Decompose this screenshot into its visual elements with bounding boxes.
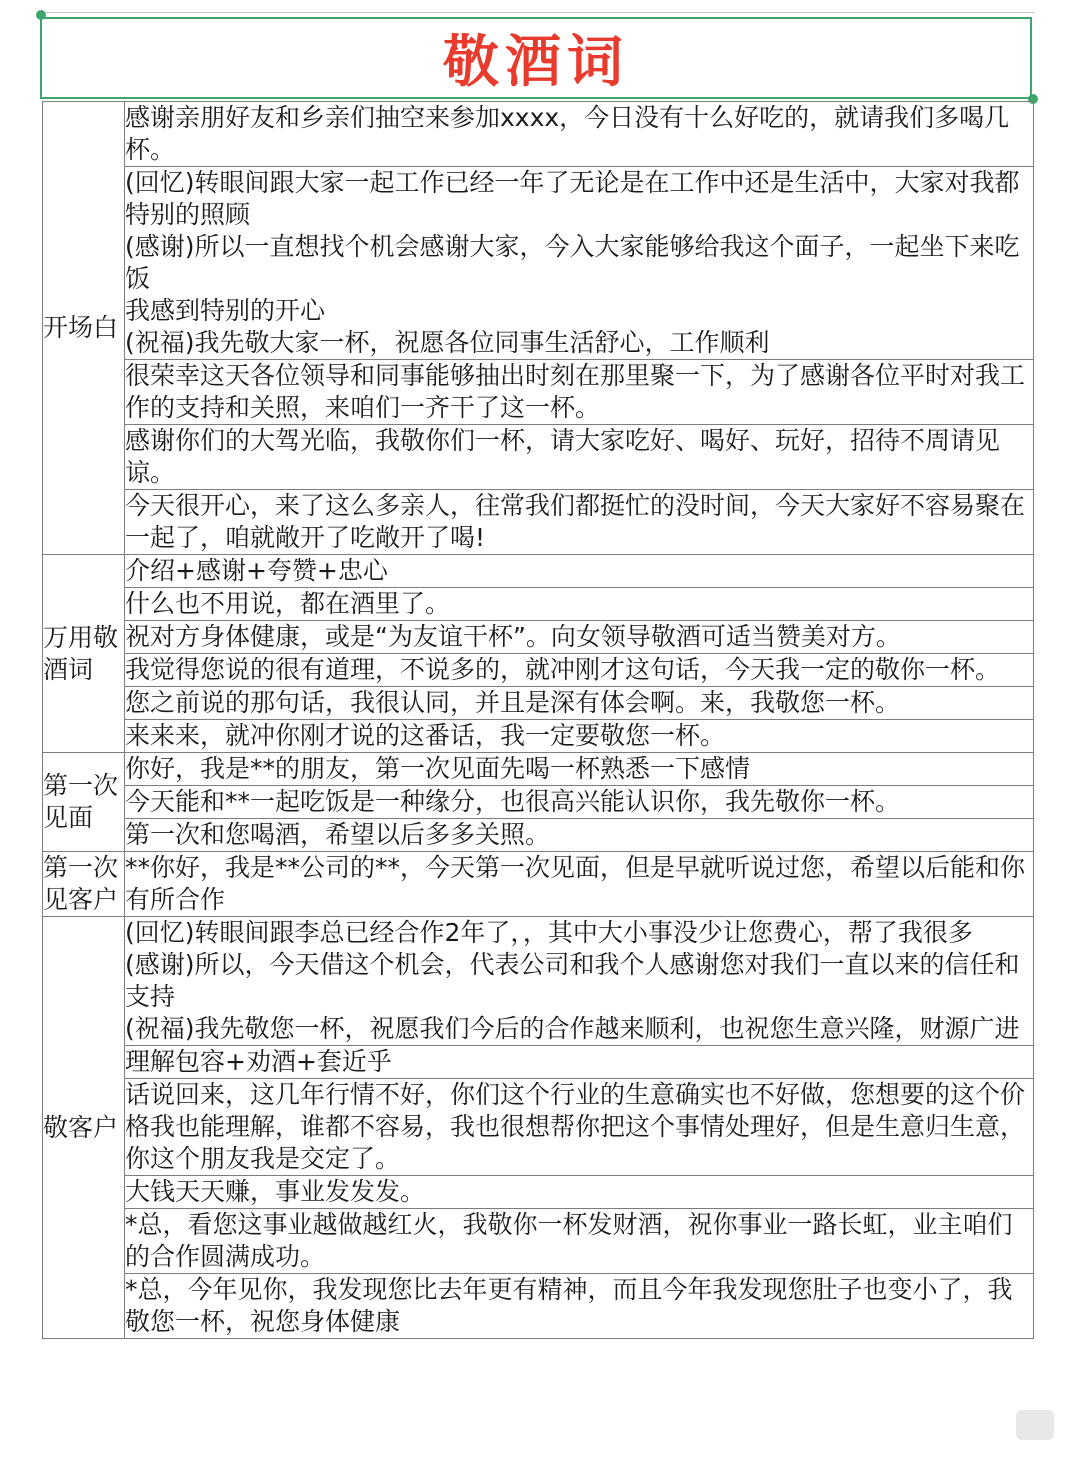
toast-line: 您之前说的那句话，我很认同，并且是深有体会啊。来，我敬您一杯。 — [125, 688, 901, 717]
table-row — [43, 1079, 1034, 1176]
toast-line: 感谢你们的大驾光临，我敬你们一杯，请大家吃好、喝好、玩好，招待不周请见谅。 — [125, 426, 1001, 487]
table-row — [43, 360, 1034, 425]
table-row — [43, 654, 1034, 687]
toast-line: (感谢)所以，今天借这个机会，代表公司和我个人感谢您对我们一直以来的信任和支持 — [125, 950, 1020, 1011]
toast-line: 祝对方身体健康，或是“为友谊干杯”。向女领导敬酒可适当赞美对方。 — [125, 622, 901, 651]
category-cell[interactable]: 万用敬酒词 — [43, 555, 125, 753]
toast-text-cell[interactable] — [125, 687, 1034, 720]
toast-text-cell[interactable] — [125, 490, 1034, 555]
toast-text-cell[interactable] — [125, 621, 1034, 654]
toast-line: (回忆)转眼间跟李总已经合作2年了，，其中大小事没少让您费心，帮了我很多 — [125, 918, 973, 947]
page-title: 敬酒词 — [443, 30, 629, 95]
toast-text-cell[interactable] — [125, 786, 1034, 819]
toast-text-cell[interactable] — [125, 167, 1034, 360]
table-row — [43, 490, 1034, 555]
top-border-line — [40, 12, 1034, 13]
toast-line: 感谢亲朋好友和乡亲们抽空来参加xxxx，今日没有十么好吃的，就请我们多喝几杯。 — [125, 103, 1010, 164]
category-cell[interactable]: 第一次见客户 — [43, 852, 125, 917]
toast-line: (祝福)我先敬您一杯，祝愿我们今后的合作越来顺利，也祝您生意兴隆，财源广进 — [125, 1014, 1020, 1043]
table-row — [43, 720, 1034, 753]
toast-line: 什么也不用说，都在酒里了。 — [125, 589, 451, 618]
toast-text-cell[interactable] — [125, 1274, 1034, 1339]
table-row — [43, 555, 1034, 588]
toast-line: (祝福)我先敬大家一杯，祝愿各位同事生活舒心，工作顺利 — [125, 328, 770, 357]
table-row — [43, 687, 1034, 720]
toast-text-cell[interactable] — [125, 852, 1034, 917]
toast-text-cell[interactable] — [125, 917, 1034, 1046]
toast-line: 我觉得您说的很有道理，不说多的，就冲刚才这句话，今天我一定的敬你一杯。 — [125, 655, 1001, 684]
toast-line: 理解包容+劝酒+套近乎 — [125, 1047, 392, 1076]
table-row — [43, 786, 1034, 819]
toast-text-cell[interactable] — [125, 1046, 1034, 1079]
toast-line: **你好，我是**公司的**，今天第一次见面，但是早就听说过您，希望以后能和你有所合作 — [125, 853, 1026, 914]
toast-line: (感谢)所以一直想找个机会感谢大家，今入大家能够给我这个面子，一起坐下来吃饭 — [125, 232, 1020, 293]
table-row — [43, 1274, 1034, 1339]
toast-line: 今天能和**一起吃饭是一种缘分，也很高兴能认识你，我先敬你一杯。 — [125, 787, 901, 816]
toast-text-cell[interactable] — [125, 425, 1034, 490]
table-row — [43, 917, 1034, 1046]
table-row — [43, 1046, 1034, 1079]
toast-line: *总，看您这事业越做越红火，我敬你一杯发财酒，祝你事业一路长虹，业主咱们的合作圆满成功。 — [125, 1210, 1013, 1271]
table-row — [43, 425, 1034, 490]
table-row — [43, 819, 1034, 852]
toast-text-cell[interactable] — [125, 1209, 1034, 1274]
table-row — [43, 1209, 1034, 1274]
toast-text-cell[interactable] — [125, 102, 1034, 167]
toast-text-cell[interactable] — [125, 1079, 1034, 1176]
toast-line: 第一次和您喝酒，希望以后多多关照。 — [125, 820, 551, 849]
toast-line: 我感到特别的开心 — [125, 296, 326, 325]
toast-line: 介绍+感谢+夸赞+忠心 — [125, 556, 388, 585]
toast-table — [42, 101, 1034, 1339]
table-row — [43, 588, 1034, 621]
table-row — [43, 167, 1034, 360]
category-cell[interactable]: 敬客户 — [43, 917, 125, 1339]
toast-text-cell[interactable] — [125, 360, 1034, 425]
toast-line: 很荣幸这天各位领导和同事能够抽出时刻在那里聚一下，为了感谢各位平时对我工作的支持和关照，来咱们一齐干了这一杯。 — [125, 361, 1026, 422]
toast-text-cell[interactable] — [125, 720, 1034, 753]
table-row — [43, 621, 1034, 654]
toast-line: 来来来，就冲你刚才说的这番话，我一定要敬您一杯。 — [125, 721, 726, 750]
table-row — [43, 102, 1034, 167]
toast-text-cell[interactable] — [125, 819, 1034, 852]
table-row — [43, 1176, 1034, 1209]
title-cell[interactable] — [40, 17, 1032, 99]
category-cell[interactable]: 开场白 — [43, 102, 125, 555]
toast-line: 今天很开心，来了这么多亲人，往常我们都挺忙的没时间，今天大家好不容易聚在一起了，咱就敞开了吃敞开了喝! — [125, 491, 1026, 552]
toast-line: *总，今年见你，我发现您比去年更有精神，而且今年我发现您肚子也变小了，我敬您一杯，祝您身体健康 — [125, 1275, 1013, 1336]
toast-line: 大钱天天赚，事业发发发。 — [125, 1177, 426, 1206]
toast-text-cell[interactable] — [125, 654, 1034, 687]
table-row — [43, 852, 1034, 917]
category-cell[interactable]: 第一次见面 — [43, 753, 125, 852]
table-row — [43, 753, 1034, 786]
toast-text-cell[interactable] — [125, 588, 1034, 621]
toast-line: (回忆)转眼间跟大家一起工作已经一年了无论是在工作中还是生活中，大家对我都特别的照顾 — [125, 168, 1020, 229]
toast-line: 你好，我是**的朋友，第一次见面先喝一杯熟悉一下感情 — [125, 754, 751, 783]
toast-text-cell[interactable] — [125, 555, 1034, 588]
scroll-indicator[interactable] — [1016, 1410, 1054, 1440]
toast-text-cell[interactable] — [125, 1176, 1034, 1209]
toast-line: 话说回来，这几年行情不好，你们这个行业的生意确实也不好做，您想要的这个价格我也能理解，谁都不容易，我也很想帮你把这个事情处理好，但是生意归生意，你这个朋友我是交定了。 — [125, 1080, 1026, 1173]
selection-handle-icon[interactable] — [36, 10, 46, 20]
toast-text-cell[interactable] — [125, 753, 1034, 786]
